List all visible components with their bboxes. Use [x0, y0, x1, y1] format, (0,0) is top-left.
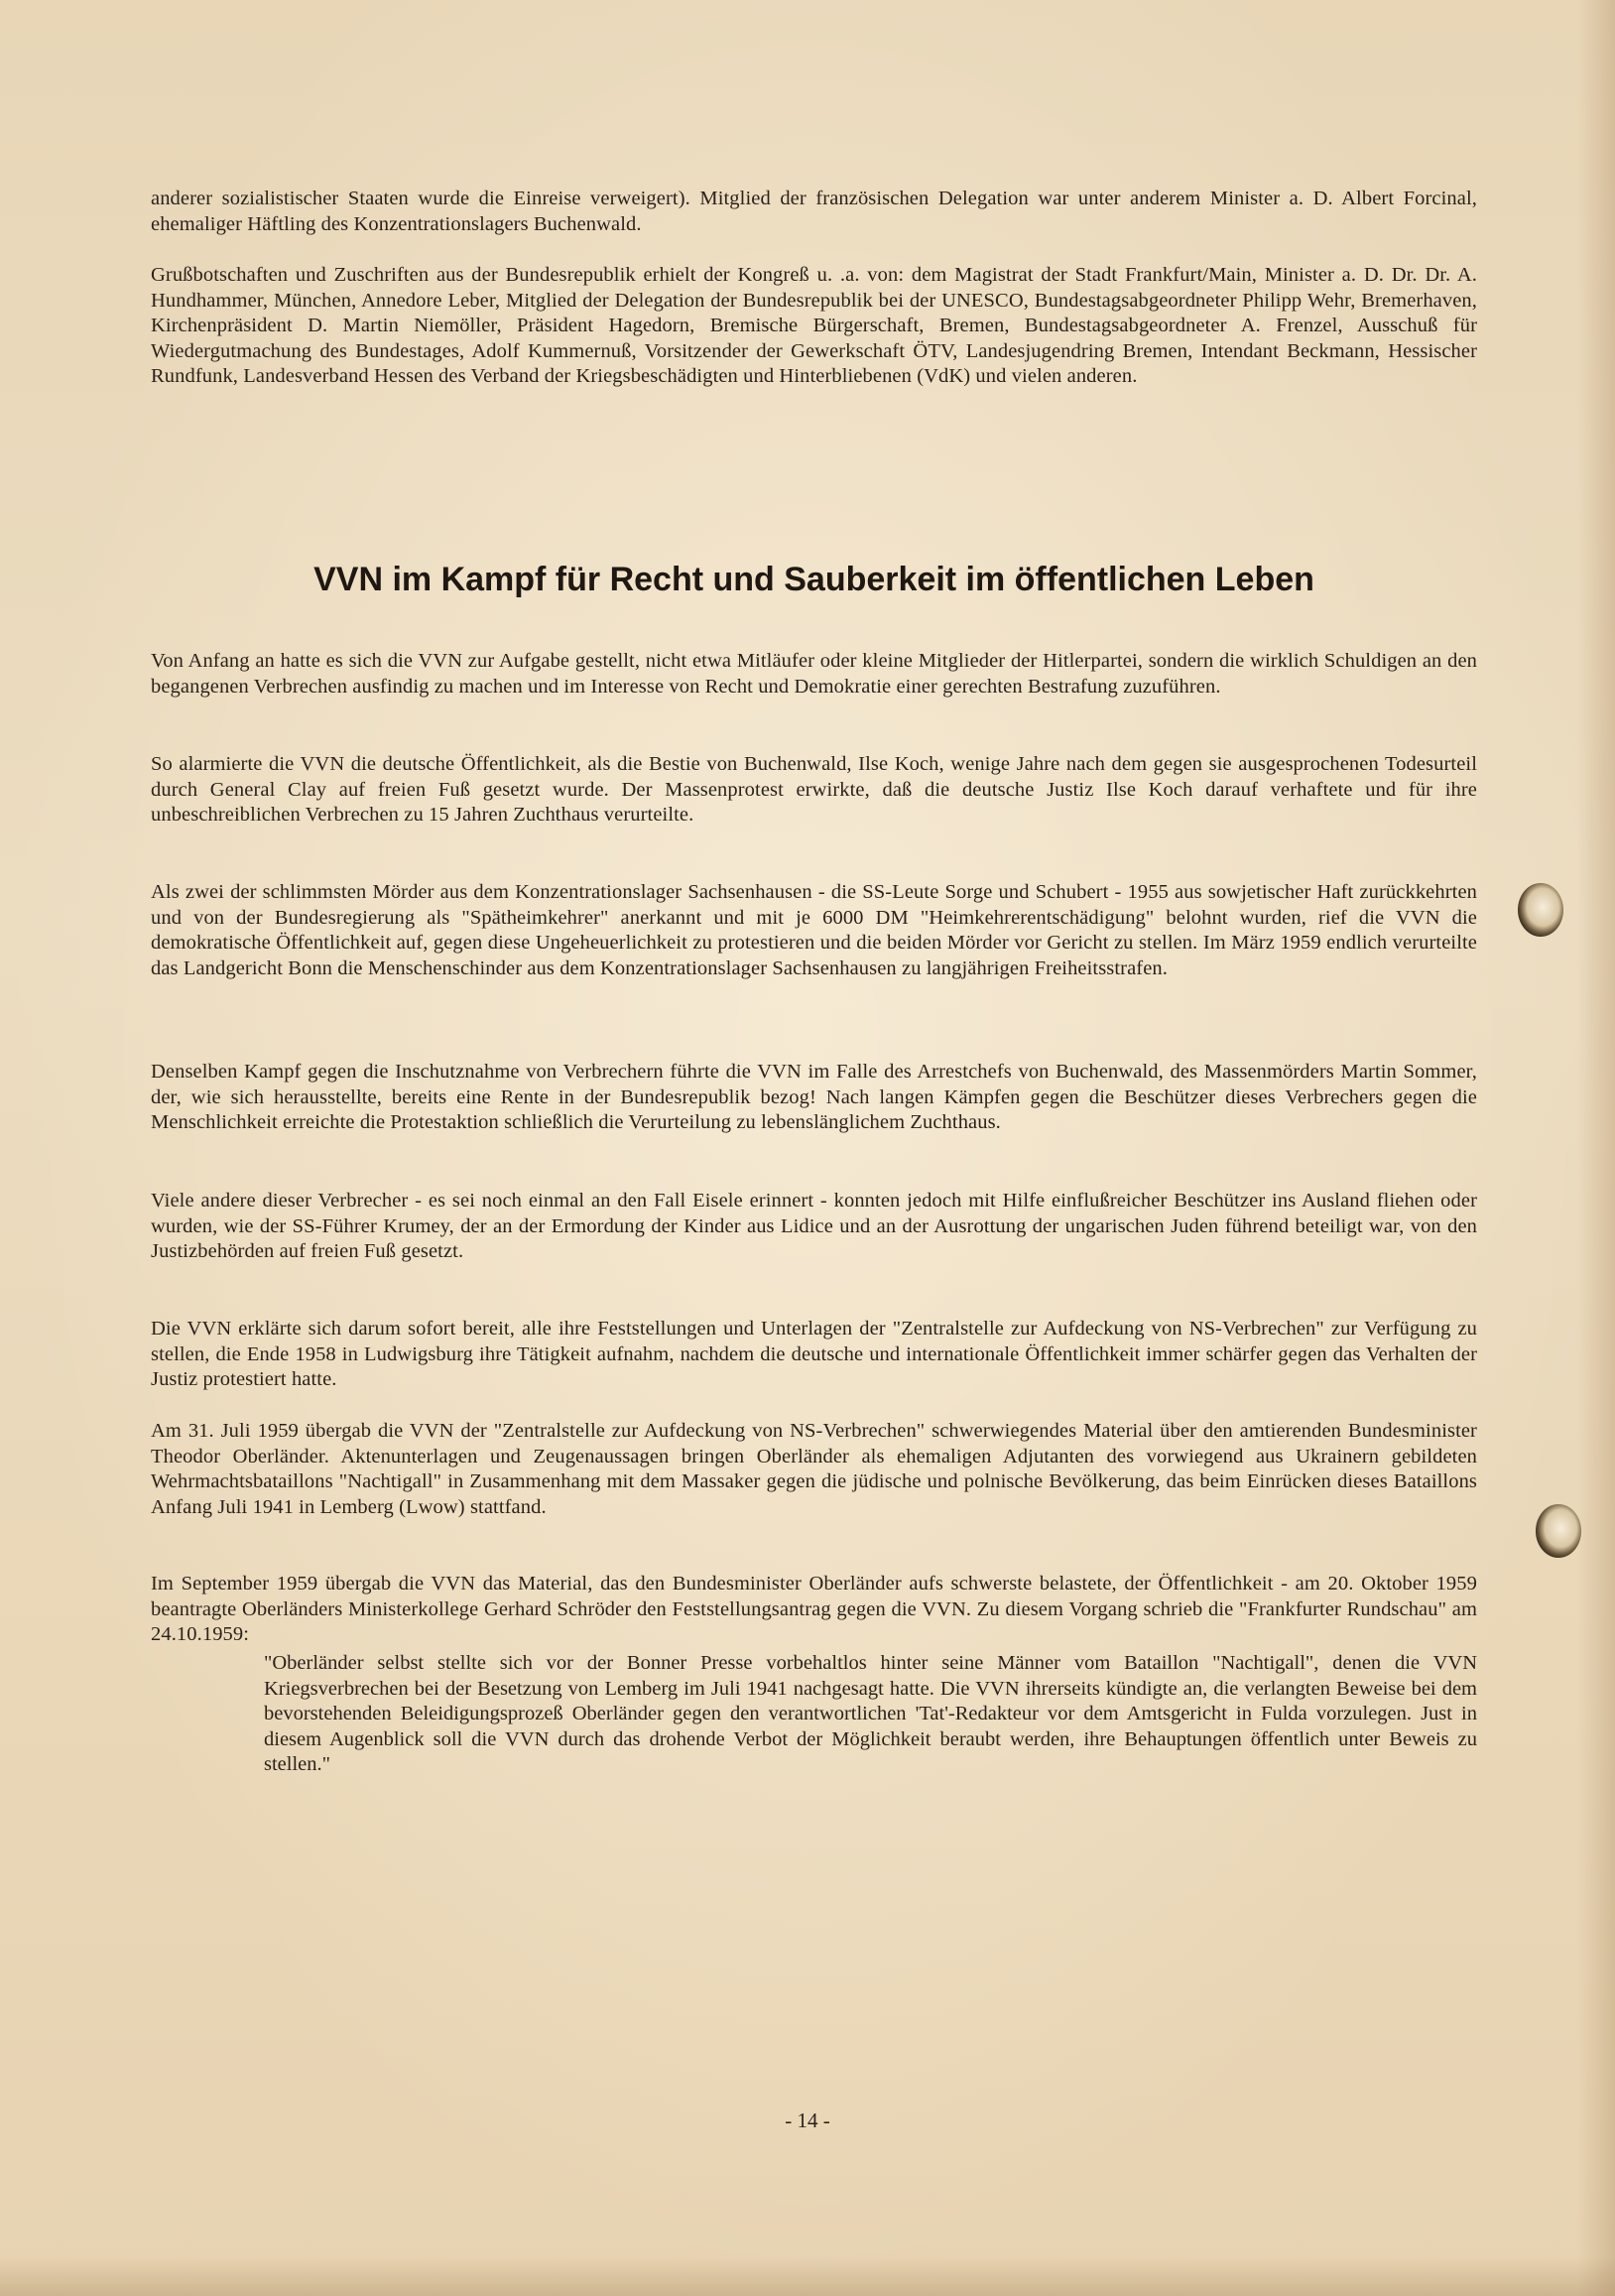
blockquote: "Oberländer selbst stellte sich vor der Bonner Presse vorbehaltlos hinter seine Männer vom Bataillon "Nachtigall", denen die VVN Kriegsverbrechen bei der Besetzung von Lemberg im Juli 1941 nachgesagt hatte. Die VVN ihrerseits kündigte an, die verlangten Beweise bei dem bevorstehenden Beleidigungsprozeß Oberländer gegen den verantwortlichen 'Tat'-Redakteur vor dem Amtsgericht in Fulda vorzulegen. Just in diesem Augenblick soll die VVN durch das drohende Verbot der Möglichkeit beraubt werden, ihre Behauptungen öffentlich unter Beweis zu stellen."	[264, 1652, 1477, 1776]
section-heading: VVN im Kampf für Recht und Sauberkeit im öffentlichen Leben	[313, 561, 1314, 598]
paragraph-delegation: anderer sozialistischer Staaten wurde die Einreise verweigert). Mitglied der französischen Delegation war unter anderem Minister a. D. Albert Forcinal, ehemaliger Häftling des Konzentrationslagers Buchenwald.	[151, 188, 1477, 235]
page-number: - 14 -	[785, 2108, 830, 2132]
paragraph-main-4: Denselben Kampf gegen die Inschutznahme von Verbrechern führte die VVN im Falle des Arrestchefs von Buchenwald, des Massenmörders Martin Sommer, der, wie sich herausstellte, bereits eine Rente in der Bundesrepublik bezog! Nach langen Kämpfen gegen die Beschützer dieses Verbrechers gegen die Menschlichkeit erreichte die Protestaktion schließlich die Verurteilung zu lebenslänglichem Zuchthaus.	[151, 1061, 1477, 1134]
paragraph-main-7: Am 31. Juli 1959 übergab die VVN der "Zentralstelle zur Aufdeckung von NS-Verbrechen" schwerwiegendes Material über den amtierenden Bundesminister Theodor Oberländer. Aktenunterlagen und Zeugenaussagen bringen Oberländer als ehemaligen Adjutanten des vorwiegend aus Ukrainern gebildeten Wehrmachtsbataillons "Nachtigall" in Zusammenhang mit dem Massaker gegen die jüdische und polnische Bevölkerung, das beim Einrücken dieses Bataillons Anfang Juli 1941 in Lemberg (Lwow) stattfand.	[151, 1420, 1477, 1518]
paragraph-main-2: So alarmierte die VVN die deutsche Öffentlichkeit, als die Bestie von Buchenwald, Ilse Koch, wenige Jahre nach dem gegen sie ausgesprochenen Todesurteil durch General Clay auf freien Fuß gesetzt wurde. Der Massenprotest erwirkte, daß die deutsche Justiz Ilse Koch darauf verhaftete und für ihre unbeschreiblichen Verbrechen zu 15 Jahren Zuchthaus verurteilte.	[151, 753, 1477, 827]
paragraph-main-1: Von Anfang an hatte es sich die VVN zur Aufgabe gestellt, nicht etwa Mitläufer oder kleine Mitglieder der Hitlerpartei, sondern die wirklich Schuldigen an den begangenen Verbrechen ausfindig zu machen und im Interesse von Recht und Demokratie einer gerechten Bestrafung zuzuführen.	[151, 650, 1477, 698]
paragraph-greetings: Grußbotschaften und Zuschriften aus der Bundesrepublik erhielt der Kongreß u. .a. von: dem Magistrat der Stadt Frankfurt/Main, Minister a. D. Dr. Dr. A. Hundhammer, München, Annedore Leber, Mitglied der Delegation der Bundesrepublik bei der UNESCO, Bundestagsabgeordneter Philipp Wehr, Bremerhaven, Kirchenpräsident D. Martin Niemöller, Präsident Hagedorn, Bremische Bürgerschaft, Bremen, Bundestagsabgeordneter A. Frenzel, Ausschuß für Wiedergutmachung des Bundestages, Adolf Kummernuß, Vorsitzender der Gewerkschaft ÖTV, Landesjugendring Bremen, Intendant Beckmann, Hessischer Rundfunk, Landesverband Hessen des Verband der Kriegsbeschädigten und Hinterbliebenen (VdK) und vielen anderen.	[151, 264, 1477, 388]
punch-hole-icon	[1518, 883, 1563, 937]
paper-edge-shadow-right	[1577, 0, 1615, 2296]
paper-edge-shadow-bottom	[0, 2256, 1615, 2296]
paragraph-main-5: Viele andere dieser Verbrecher - es sei noch einmal an den Fall Eisele erinnert - konnten jedoch mit Hilfe einflußreicher Beschützer ins Ausland fliehen oder wurden, wie der SS-Führer Krumey, der an der Ermordung der Kinder aus Lidice und an der Ausrottung der ungarischen Juden führend beteiligt war, von den Justizbehörden auf freien Fuß gesetzt.	[151, 1190, 1477, 1263]
paragraph-main-6: Die VVN erklärte sich darum sofort bereit, alle ihre Feststellungen und Unterlagen der "Zentralstelle zur Aufdeckung von NS-Verbrechen" zur Verfügung zu stellen, die Ende 1958 in Ludwigsburg ihre Tätigkeit aufnahm, nachdem die deutsche und internationale Öffentlichkeit immer schärfer gegen das Verhalten der Justiz protestiert hatte.	[151, 1318, 1477, 1391]
punch-hole-icon	[1536, 1504, 1581, 1558]
paragraph-main-3: Als zwei der schlimmsten Mörder aus dem Konzentrationslager Sachsenhausen - die SS-Leute Sorge und Schubert - 1955 aus sowjetischer Haft zurückkehrten und von der Bundesregierung als "Spätheimkehrer" anerkannt und mit je 6000 DM "Heimkehrerentschädigung" belohnt wurden, rief die VVN die demokratische Öffentlichkeit auf, gegen diese Ungeheuerlichkeit zu protestieren und die beiden Mörder vor Gericht zu stellen. Im März 1959 endlich verurteilte das Landgericht Bonn die Menschenschinder aus dem Konzentrationslager Sachsenhausen zu langjährigen Freiheitsstrafen.	[151, 881, 1477, 979]
paragraph-main-8: Im September 1959 übergab die VVN das Material, das den Bundesminister Oberländer aufs schwerste belastete, der Öffentlichkeit - am 20. Oktober 1959 beantragte Oberländers Ministerkollege Gerhard Schröder den Feststellungsantrag gegen die VVN. Zu diesem Vorgang schrieb die "Frankfurter Rundschau" am 24.10.1959:	[151, 1573, 1477, 1646]
